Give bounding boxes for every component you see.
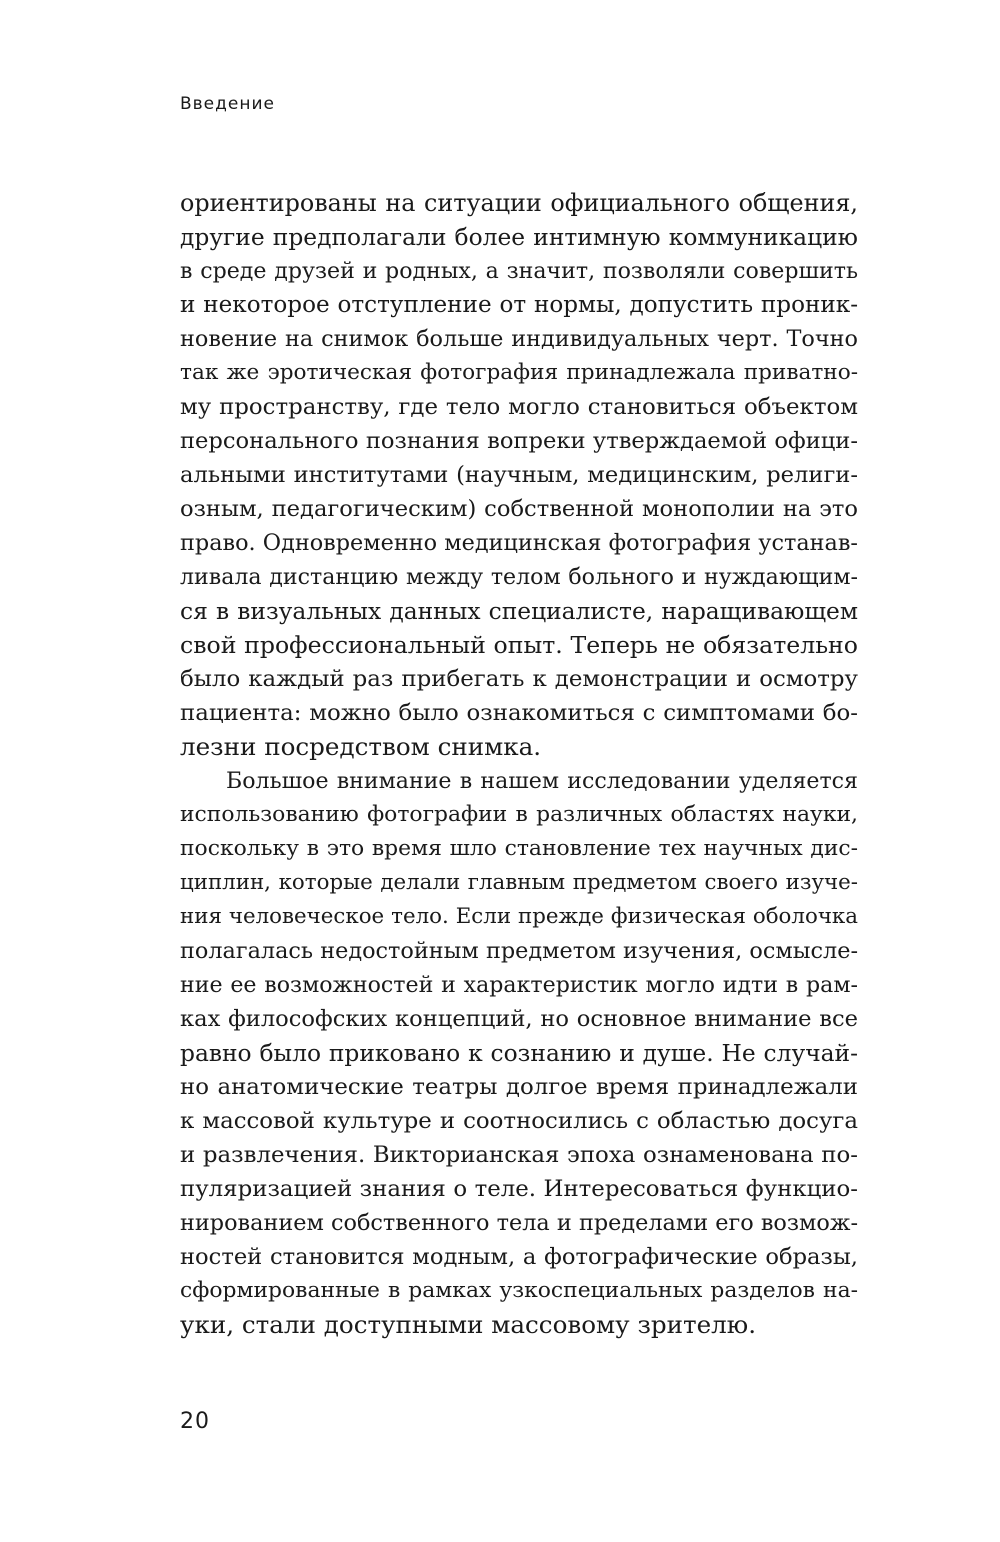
text-line: циплин, которые делали главным предметом своего изуче- [180,870,858,895]
text-line: поскольку в это время шло становление тех научных дис- [180,836,858,861]
text-line: было каждый раз прибегать к демонстрации и осмотру [180,666,858,692]
text-line: ние ее возможностей и характеристик могло идти в рам- [180,972,858,998]
text-line: персонального познания вопреки утверждаемой офици- [180,428,858,454]
text-line: лезни посредством снимка. [180,732,542,761]
text-line: му пространству, где тело могло становиться объектом [180,394,858,420]
text-line: пациента: можно было ознакомиться с симптомами бо- [180,700,858,726]
text-line: ностей становится модным, а фотографические образы, [180,1244,858,1270]
text-line: но анатомические театры долгое время принадлежали [180,1074,858,1100]
text-line: полагалась недостойным предметом изучения, осмысле- [180,938,858,964]
text-line: использованию фотографии в различных областях науки, [180,802,858,827]
text-line: ся в визуальных данных специалисте, наращивающем [180,597,858,625]
text-line: озным, педагогическим) собственной монополии на это [180,496,858,522]
body-text [180,186,858,1342]
running-head: Введение [180,94,275,114]
text-line: свой профессиональный опыт. Теперь не обязательно [180,631,858,659]
text-line: другие предполагали более интимную коммуникацию [180,223,858,251]
text-line: ния человеческое тело. Если прежде физическая оболочка [180,904,858,929]
text-line: уки, стали доступными массовому зрителю. [180,1310,757,1339]
text-line: и некоторое отступление от нормы, допустить проник- [180,292,858,318]
text-line: новение на снимок больше индивидуальных черт. Точно [180,326,858,352]
text-line: к массовой культуре и соотносились с областью досуга [180,1108,858,1134]
paragraph-1 [180,186,858,764]
text-line: сформированные в рамках узкоспециальных разделов на- [180,1278,858,1303]
text-line: Большое внимание в нашем исследовании уделяется [226,768,858,794]
text-line: ориентированы на ситуации официального общения, [180,189,858,217]
text-line: в среде друзей и родных, а значит, позволяли совершить [180,258,858,284]
text-line: пуляризацией знания о теле. Интересоваться функцио- [180,1176,858,1202]
text-line: альными институтами (научным, медицинским, религи- [180,462,858,488]
text-line: право. Одновременно медицинская фотография устанав- [180,530,858,556]
page-number: 20 [180,1409,210,1434]
text-line: нированием собственного тела и пределами его возмож- [180,1210,858,1236]
text-line: и развлечения. Викторианская эпоха ознаменована по- [180,1142,858,1168]
text-line: так же эротическая фотография принадлежала приватно- [180,360,858,385]
text-line: равно было приковано к сознанию и душе. Не случай- [180,1039,858,1067]
text-line: ливала дистанцию между телом больного и нуждающим- [180,564,858,590]
text-line: ках философских концепций, но основное внимание все [180,1006,858,1032]
paragraph-2 [180,764,858,1342]
